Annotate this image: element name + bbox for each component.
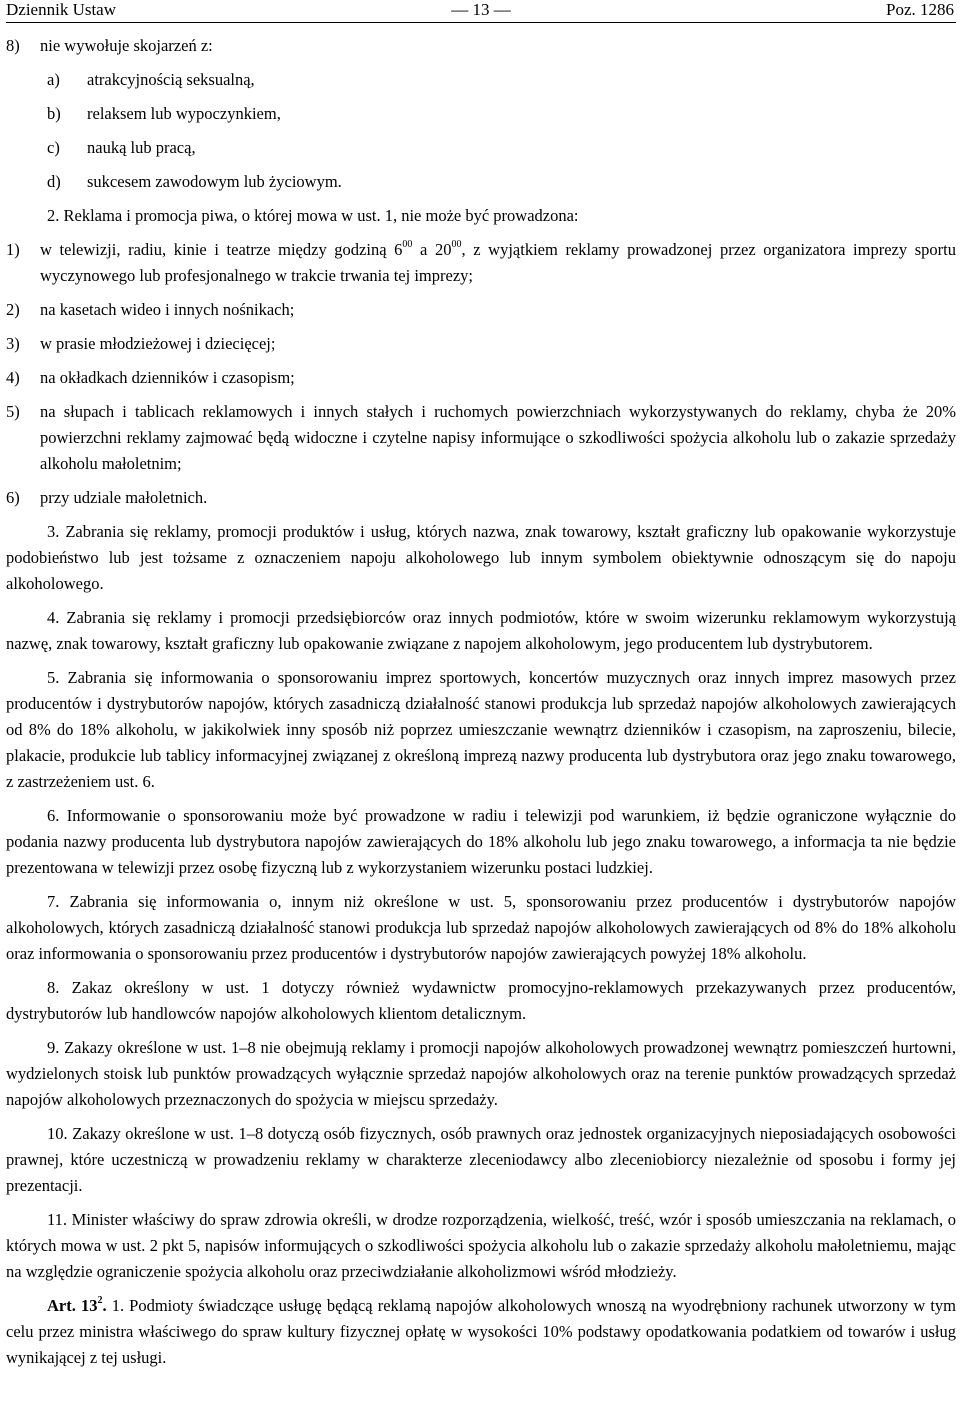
item-text: nie wywołuje skojarzeń z: xyxy=(40,36,213,55)
item-number: 8) xyxy=(6,36,20,55)
sub-item xyxy=(47,169,956,195)
article-text: 1. Podmioty świadczące usługę będącą reklamą napojów alkoholowych wnoszą na wyodrębniony rachunek utworzony w tym celu przez ministra właściwego do spraw kultury fizycznej opłatę w wysokości 10% podstawy opodatkowania podatkiem od towarów i usług wynikającej z tej usługi. xyxy=(6,1296,956,1367)
sub-item xyxy=(47,135,956,161)
paragraph-4: 4. Zabrania się reklamy i promocji przedsiębiorców oraz innych podmiotów, które w swoim wizerunku reklamowym wykorzystują nazwę, znak towarowy, kształt graficzny lub opakowanie związane z napojem alkoholowym, jego producentem lub dystrybutorem. xyxy=(6,608,956,653)
list-item xyxy=(6,399,956,477)
paragraph-10: 10. Zakazy określone w ust. 1–8 dotyczą osób fizycznych, osób prawnych oraz jednostek organizacyjnych nieposiadających osobowości prawnej, które uczestniczą w prowadzeniu reklamy w charakterze zleceniodawcy albo zleceniobiorcy niezależnie od sposobu i formy jej prezentacji. xyxy=(6,1124,956,1195)
paragraph-9: 9. Zakazy określone w ust. 1–8 nie obejmują reklamy i promocji napojów alkoholowych prowadzonej wewnątrz pomieszczeń hurtowni, wydzielonych stoisk lub punktów prowadzących wyłącznie sprzedaż napojów alkoholowych oraz na terenie punktów prowadzących sprzedaż napojów alkoholowych przeznaczonych do spożycia w miejscu sprzedaży. xyxy=(6,1038,956,1109)
item-number: 4) xyxy=(6,368,20,387)
paragraph-11: 11. Minister właściwy do spraw zdrowia określi, w drodze rozporządzenia, wielkość, treść, wzór i sposób umieszczania na reklamach, o których mowa w ust. 2 pkt 5, napisów informujących o szkodliwości spożycia alkoholu lub o zakazie sprzedaży alkoholu małoletniemu, mając na względzie ograniczenie spożycia alkoholu oraz przeciwdziałanie alkoholizmowi wśród młodzieży. xyxy=(6,1210,956,1281)
item-text: na słupach i tablicach reklamowych i innych stałych i ruchomych powierzchniach wykorzystywanych do reklamy, chyba że 20% powierzchni reklamy zajmować będą widoczne i czytelne napisy informujące o szkodliwości spożycia alkoholu lub o zakazie sprzedaży alkoholu małoletnim; xyxy=(40,402,956,473)
list-item xyxy=(6,365,956,391)
item-text: w prasie młodzieżowej i dziecięcej; xyxy=(40,334,276,353)
list-item xyxy=(6,331,956,357)
sub-item xyxy=(47,101,956,127)
item-text: na kasetach wideo i innych nośnikach; xyxy=(40,300,295,319)
sub-item-text: atrakcyjnością seksualną, xyxy=(87,70,255,89)
sub-item-text: relaksem lub wypoczynkiem, xyxy=(87,104,281,123)
item-text xyxy=(40,237,956,289)
page-header xyxy=(6,0,956,23)
sub-item-letter: d) xyxy=(47,172,61,191)
item-number: 3) xyxy=(6,334,20,353)
item-number: 5) xyxy=(6,402,20,421)
list-item xyxy=(6,33,956,59)
paragraph-5: 5. Zabrania się informowania o sponsorowaniu imprez sportowych, koncertów muzycznych oraz innych imprez masowych przez producentów i dystrybutorów napojów, których zasadniczą działalność stanowi produkcja lub sprzedaż napojów alkoholowych zawierających od 8% do 18% alkoholu, w jakikolwiek inny sposób niż poprzez umieszczanie wewnątrz dzienników i czasopism, na zaproszeniu, bilecie, plakacie, produkcie lub tablicy informacyjnej związanej z określoną imprezą nazwy producenta lub dystrybutora oraz jego znaku towarowego, z zastrzeżeniem ust. 6. xyxy=(6,668,956,791)
superscript: 00 xyxy=(402,238,413,250)
article-label-dot: . xyxy=(102,1296,107,1315)
sub-item-letter: a) xyxy=(47,70,60,89)
document-page xyxy=(6,0,956,1371)
article-13-2 xyxy=(6,1293,956,1371)
paragraph-6: 6. Informowanie o sponsorowaniu może być prowadzone w radiu i telewizji pod warunkiem, iż będzie ograniczone wyłącznie do podania nazwy producenta lub dystrybutora napojów zawierających do 18% alkoholu lub jego znaku towarowego, a informacja ta nie będzie prezentowana w telewizji przez osobę fizyczną lub z wykorzystaniem wizerunku postaci ludzkiej. xyxy=(6,806,956,877)
item-text-part: , z wyjątkiem reklamy prowadzonej przez organizatora imprezy sportu wyczynowego lub profesjonalnego w trakcie trwania tej imprezy; xyxy=(40,240,956,285)
item-text-part: w telewizji, radiu, kinie i teatrze między godziną 6 xyxy=(40,240,403,259)
position-number: Poz. 1286 xyxy=(886,0,954,19)
article-label-text: Art. 13 xyxy=(47,1296,98,1315)
sub-item-text: nauką lub pracą, xyxy=(87,138,196,157)
list-item xyxy=(6,297,956,323)
sub-item-letter: c) xyxy=(47,138,60,157)
item-number: 2) xyxy=(6,300,20,319)
paragraph-8: 8. Zakaz określony w ust. 1 dotyczy również wydawnictw promocyjno-reklamowych przekazywanych przez producentów, dystrybutorów lub handlowców napojów alkoholowych klientom detalicznym. xyxy=(6,978,956,1023)
item-number: 6) xyxy=(6,488,20,507)
article-superscript: 2 xyxy=(97,1294,103,1306)
item-text: na okładkach dzienników i czasopism; xyxy=(40,368,295,387)
item-number: 1) xyxy=(6,240,20,259)
item-text: przy udziale małoletnich. xyxy=(40,488,208,507)
paragraph-3: 3. Zabrania się reklamy, promocji produktów i usług, których nazwa, znak towarowy, kształt graficzny lub opakowanie wykorzystuje podobieństwo lub jest tożsame z oznaczeniem napoju alkoholowego lub innym symbolem obiektywnie odnoszącym się do napoju alkoholowego. xyxy=(6,522,956,593)
item-text-part: a 20 xyxy=(412,240,452,259)
article-label xyxy=(47,1296,107,1315)
page-number: — 13 — xyxy=(451,0,511,19)
sub-item-text: sukcesem zawodowym lub życiowym. xyxy=(87,172,342,191)
sub-item-letter: b) xyxy=(47,104,61,123)
sub-item xyxy=(47,67,956,93)
list-item xyxy=(6,485,956,511)
paragraph-2: 2. Reklama i promocja piwa, o której mowa w ust. 1, nie może być prowadzona: xyxy=(47,206,579,225)
paragraph-7: 7. Zabrania się informowania o, innym niż określone w ust. 5, sponsorowaniu przez producentów i dystrybutorów napojów alkoholowych, których zasadniczą działalność stanowi produkcja lub sprzedaż napojów alkoholowych zawierających od 8% do 18% alkoholu oraz informowania o sponsorowaniu przez producentów i dystrybutorów napojów zawierających powyżej 18% alkoholu. xyxy=(6,892,956,963)
journal-title: Dziennik Ustaw xyxy=(6,0,117,19)
list-item xyxy=(6,237,956,289)
superscript: 00 xyxy=(451,238,462,250)
